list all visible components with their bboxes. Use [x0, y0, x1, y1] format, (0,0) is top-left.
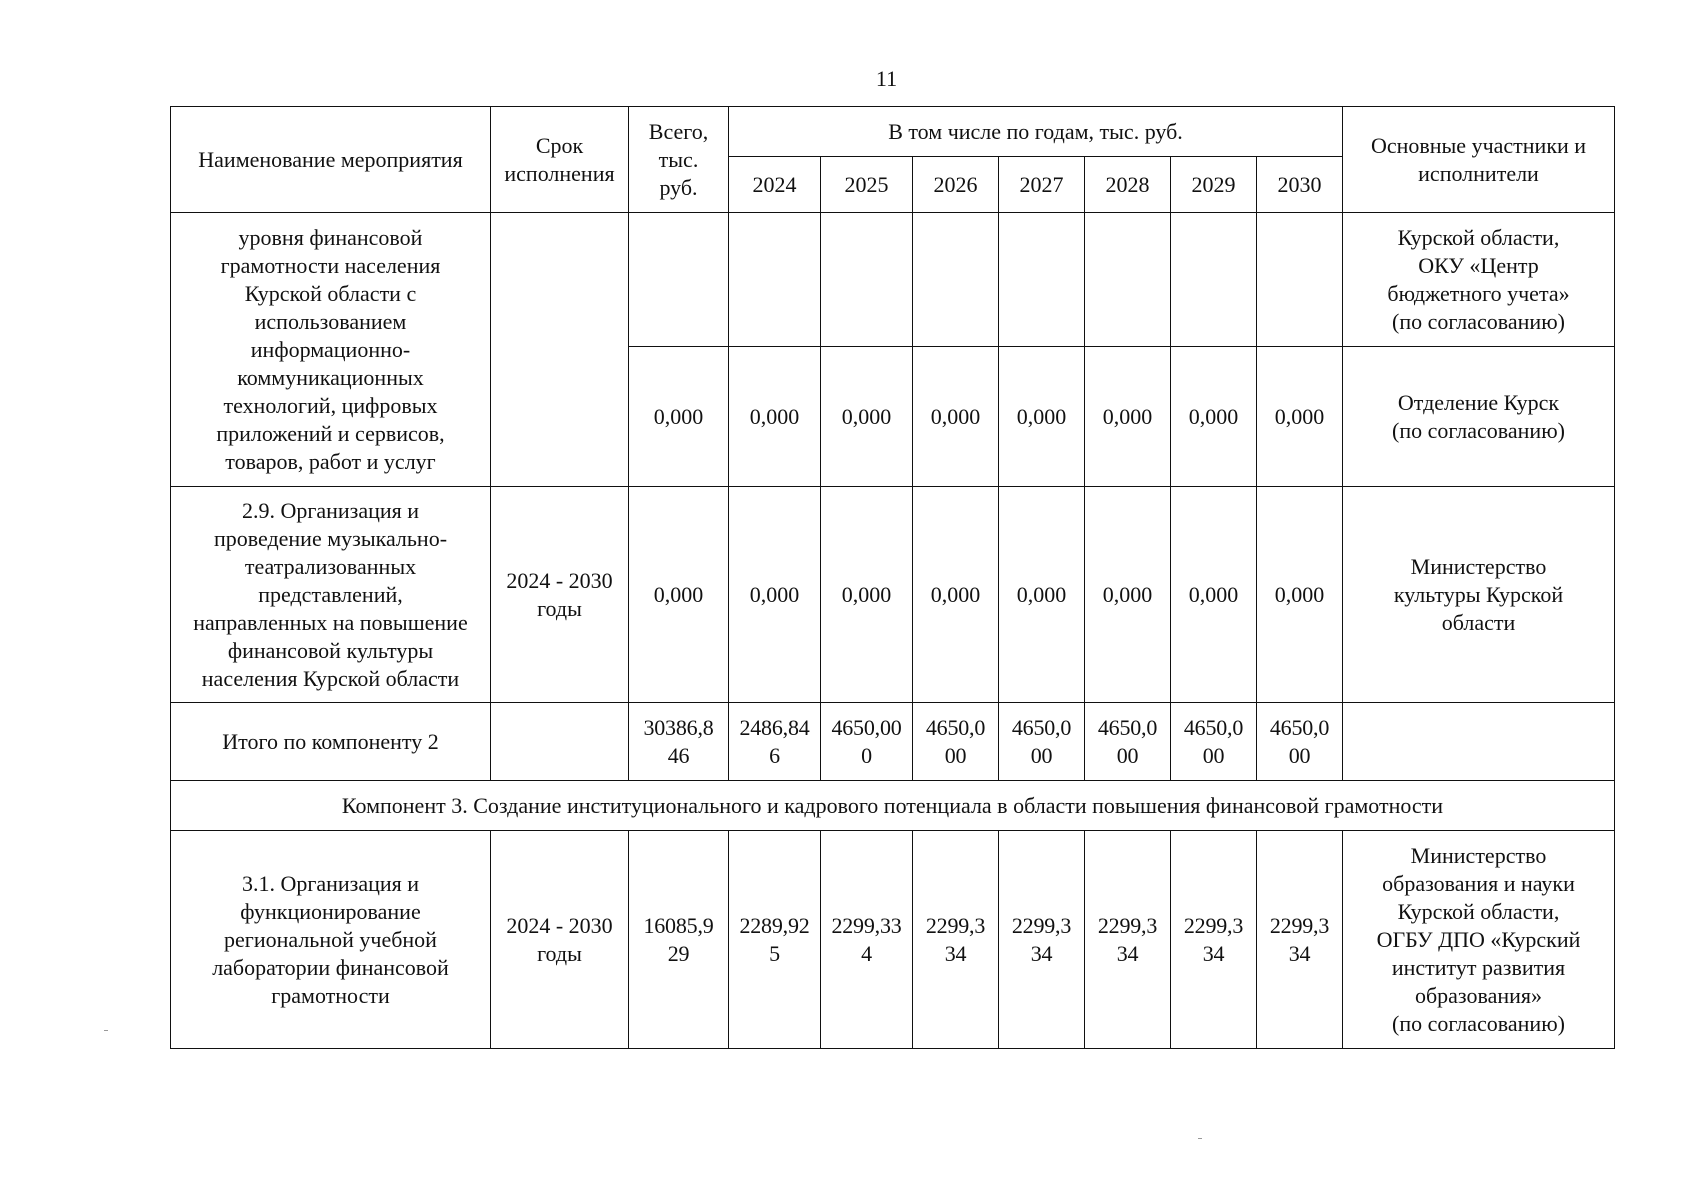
total-cell: 16085,9 29 — [629, 831, 729, 1049]
empty-cell — [999, 213, 1085, 347]
year-value-cell: 0,000 — [999, 487, 1085, 703]
year-value-cell: 0,000 — [821, 487, 913, 703]
year-value-cell: 4650,0 00 — [1085, 703, 1171, 781]
activity-name: 3.1. Организация и функционирование региональной учебной лаборатории финансовой грамотности — [171, 831, 491, 1049]
year-value-cell: 0,000 — [1171, 487, 1257, 703]
year-value-cell: 2299,33 4 — [821, 831, 913, 1049]
empty-cell — [1085, 213, 1171, 347]
year-value-cell: 0,000 — [729, 487, 821, 703]
year-value-cell: 2299,3 34 — [913, 831, 999, 1049]
participants-cell: Министерство культуры Курской области — [1343, 487, 1615, 703]
total-cell: 0,000 — [629, 347, 729, 487]
year-value-cell: 0,000 — [1257, 347, 1343, 487]
total-label: Итого по компоненту 2 — [171, 703, 491, 781]
year-value-cell: 2299,3 34 — [1085, 831, 1171, 1049]
year-value-cell: 0,000 — [1171, 347, 1257, 487]
term-cell — [491, 703, 629, 781]
year-value-cell: 2299,3 34 — [1257, 831, 1343, 1049]
year-value-cell: 0,000 — [913, 347, 999, 487]
participants-cell — [1343, 703, 1615, 781]
scan-speck — [1198, 1138, 1202, 1139]
table-row — [171, 831, 1615, 1049]
year-value-cell: 0,000 — [999, 347, 1085, 487]
participants-cell: Курской области, ОКУ «Центр бюджетного учета» (по согласованию) — [1343, 213, 1615, 347]
term-cell: 2024 - 2030 годы — [491, 831, 629, 1049]
empty-cell — [913, 213, 999, 347]
header-name: Наименование мероприятия — [171, 107, 491, 213]
year-value-cell: 2486,84 6 — [729, 703, 821, 781]
year-value-cell: 4650,0 00 — [999, 703, 1085, 781]
year-value-cell: 2299,3 34 — [999, 831, 1085, 1049]
year-value-cell: 4650,00 0 — [821, 703, 913, 781]
header-year: 2030 — [1257, 157, 1343, 213]
total-cell: 30386,8 46 — [629, 703, 729, 781]
header-participants: Основные участники и исполнители — [1343, 107, 1615, 213]
total-cell: 0,000 — [629, 487, 729, 703]
year-value-cell: 4650,0 00 — [1257, 703, 1343, 781]
year-value-cell: 0,000 — [729, 347, 821, 487]
empty-cell — [729, 213, 821, 347]
activity-name: уровня финансовой грамотности населения Курской области с использованием информационно- коммуникационных технологий, цифровых приложений и сервисов, товаров, работ и услуг — [171, 213, 491, 487]
year-value-cell: 0,000 — [821, 347, 913, 487]
year-value-cell: 4650,0 00 — [913, 703, 999, 781]
header-years-group: В том числе по годам, тыс. руб. — [729, 107, 1343, 157]
empty-cell — [629, 213, 729, 347]
year-value-cell: 0,000 — [1257, 487, 1343, 703]
header-year: 2029 — [1171, 157, 1257, 213]
header-row — [171, 107, 1615, 157]
activity-name: 2.9. Организация и проведение музыкально- театрализованных представлений, направленных на повышение финансовой культуры населения Курской области — [171, 487, 491, 703]
year-value-cell: 2289,92 5 — [729, 831, 821, 1049]
component-title: Компонент 3. Создание институционального и кадрового потенциала в области повышения финансовой грамотности — [171, 781, 1615, 831]
participants-cell: Министерство образования и науки Курской области, ОГБУ ДПО «Курский институт развития образования» (по согласованию) — [1343, 831, 1615, 1049]
header-year: 2027 — [999, 157, 1085, 213]
header-total: Всего, тыс. руб. — [629, 107, 729, 213]
activities-table — [170, 106, 1615, 1049]
year-value-cell: 0,000 — [1085, 347, 1171, 487]
empty-cell — [1257, 213, 1343, 347]
scan-speck — [104, 1030, 108, 1031]
header-year: 2028 — [1085, 157, 1171, 213]
year-value-cell: 0,000 — [913, 487, 999, 703]
table-row-total — [171, 703, 1615, 781]
header-year: 2024 — [729, 157, 821, 213]
term-cell — [491, 213, 629, 487]
table-row — [171, 487, 1615, 703]
table-row — [171, 213, 1615, 347]
section-row — [171, 781, 1615, 831]
header-year: 2026 — [913, 157, 999, 213]
page-number: 11 — [875, 66, 898, 91]
header-year: 2025 — [821, 157, 913, 213]
participants-cell: Отделение Курск (по согласованию) — [1343, 347, 1615, 487]
empty-cell — [1171, 213, 1257, 347]
term-cell: 2024 - 2030 годы — [491, 487, 629, 703]
empty-cell — [821, 213, 913, 347]
year-value-cell: 4650,0 00 — [1171, 703, 1257, 781]
year-value-cell: 0,000 — [1085, 487, 1171, 703]
year-value-cell: 2299,3 34 — [1171, 831, 1257, 1049]
header-term: Срок исполнения — [491, 107, 629, 213]
